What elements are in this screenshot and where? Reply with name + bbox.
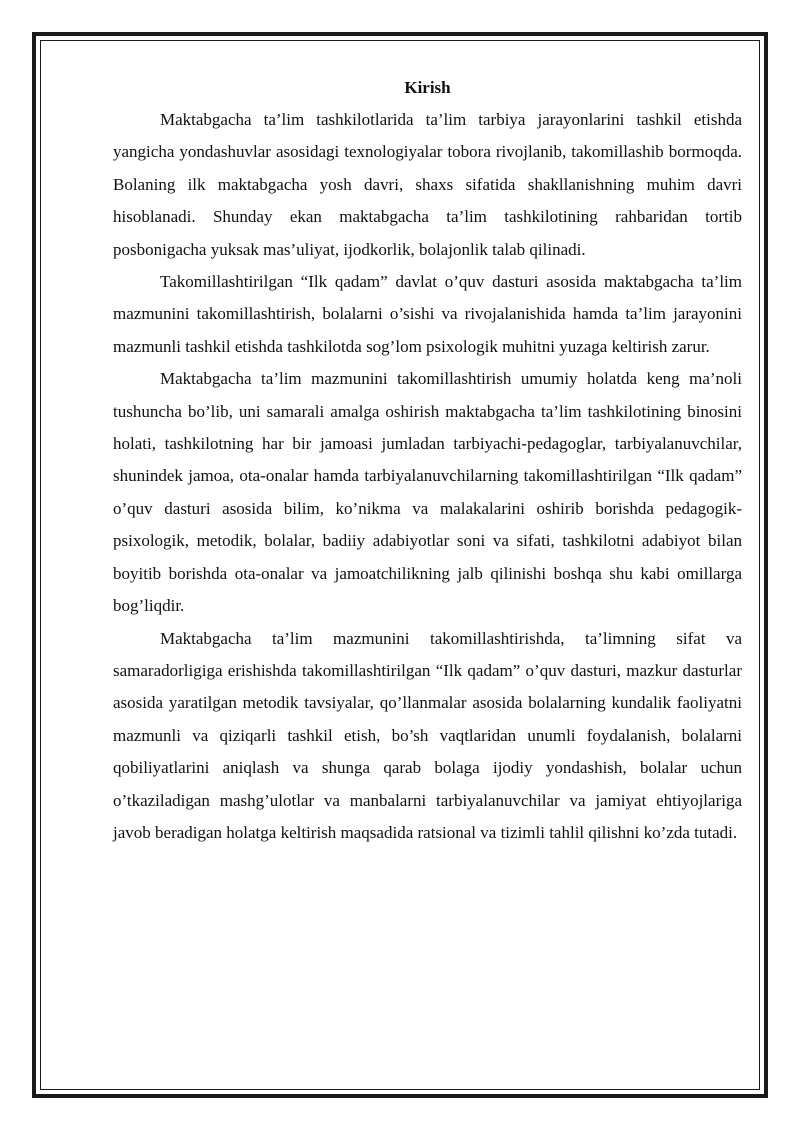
paragraph-1: Maktabgacha ta’lim tashkilotlarida ta’lim tarbiya jarayonlarini tashkil etishda yangicha yondashuvlar asosidagi texnologiyalar tobora rivojlanib, takomillashib bormoqda. Bolaning ilk maktabgacha yosh davri, shaxs sifatida shakllanishning muhim davri hisoblanadi. Shunday ekan maktabgacha ta’lim tashkilotining rahbaridan tortib posbonigacha yuksak mas’uliyat, ijodkorlik, bolajonlik talab qilinadi. [113, 110, 742, 259]
document-body [113, 72, 742, 849]
paragraph-2: Takomillashtirilgan “Ilk qadam” davlat o’quv dasturi asosida maktabgacha ta’lim mazmunini takomillashtirish, bolalarni o’sishi va rivojalanishida hamda ta’lim jarayonini mazmunli tashkil etishda tashkilotda sog’lom psixologik muhitni yuzaga keltirish zarur. [113, 272, 742, 356]
document-title: Kirish [404, 78, 451, 97]
paragraph-4: Maktabgacha ta’lim mazmunini takomillashtirishda, ta’limning sifat va samaradorligiga erishishda takomillashtirilgan “Ilk qadam” o’quv dasturi, mazkur dasturlar asosida yaratilgan metodik tavsiyalar, qo’llanmalar asosida bolalarning kundalik faoliyatni mazmunli va qiziqarli tashkil etish, bo’sh vaqtlaridan unumli foydalanish, bolalarni qobiliyatlarini aniqlash va shunga qarab bolaga ijodiy yondashish, bolalar uchun o’tkaziladigan mashg’ulotlar va manbalarni tarbiyalanuvchilar va jamiyat ehtiyojlariga javob beradigan holatga keltirish maqsadida ratsional va tizimli tahlil qilishni ko’zda tutadi. [113, 628, 742, 842]
paragraph-3: Maktabgacha ta’lim mazmunini takomillashtirish umumiy holatda keng ma’noli tushuncha bo’lib, uni samarali amalga oshirish maktabgacha ta’lim tashkilotining binosini holati, tashkilotning har bir jamoasi jumladan tarbiyachi-pedagoglar, tarbiyalanuvchilar, shunindek jamoa, ota-onalar hamda tarbiyalanuvchilarning takomillashtirilgan “Ilk qadam” o’quv dasturi asosida bilim, ko’nikma va malakalarini oshirib borishda pedagogik-psixologik, metodik, bolalar, badiiy adabiyotlar soni va sifati, tashkilotni adabiyot bilan boyitib borishda ota-onalar va jamoatchilikning jalb qilinishi boshqa shu kabi omillarga bog’liqdir. [113, 369, 742, 616]
